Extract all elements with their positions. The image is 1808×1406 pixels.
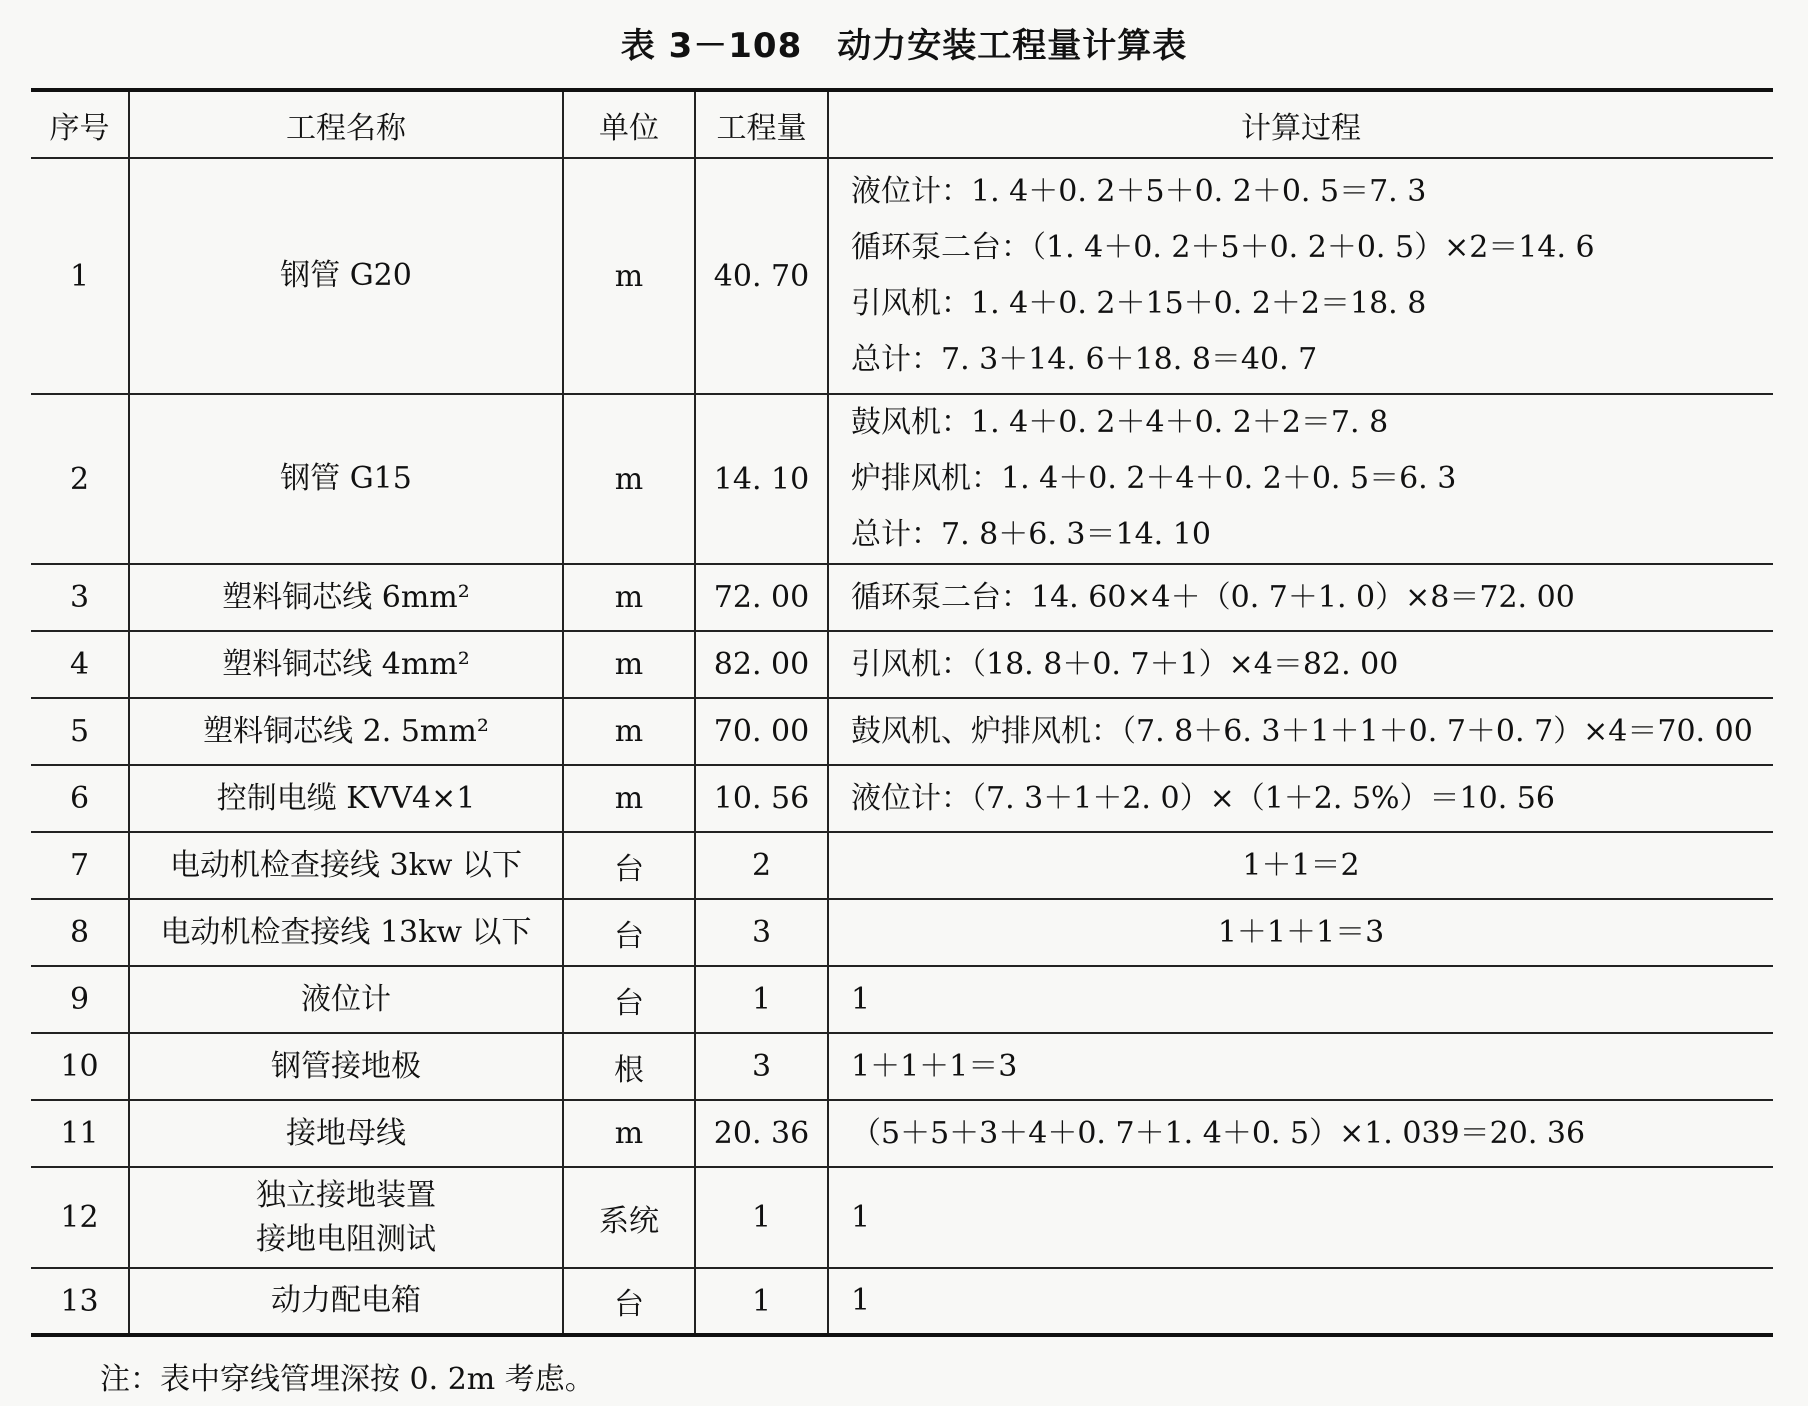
cell-calculation [828,158,1773,394]
cell-no: 6 [31,765,129,832]
cell-name [129,765,563,832]
cell-no: 8 [31,899,129,966]
table-row [31,765,1773,832]
table-row [31,966,1773,1033]
table-row [31,631,1773,698]
cell-name [129,899,563,966]
calculation-line: 1 [851,981,871,1017]
cell-unit: 台 [563,899,695,966]
cell-quantity: 3 [695,1033,828,1100]
cell-calculation [828,832,1773,899]
cell-no: 5 [31,698,129,765]
cell-name [129,1167,563,1268]
cell-unit: m [563,394,695,564]
table-row [31,158,1773,394]
cell-unit: 台 [563,966,695,1033]
cell-unit: m [563,698,695,765]
cell-name [129,1268,563,1335]
cell-calculation [828,1167,1773,1268]
header-unit: 单位 [563,90,695,158]
cell-calculation [828,698,1773,765]
cell-no: 4 [31,631,129,698]
cell-no: 10 [31,1033,129,1100]
cell-quantity: 3 [695,899,828,966]
calculation-line: 1 [851,1199,871,1235]
calculation-line: 总计：7. 8＋6. 3＝14. 10 [851,517,1211,552]
cell-quantity: 1 [695,1268,828,1335]
cell-unit: m [563,765,695,832]
table-header-row [31,90,1773,158]
cell-unit: 台 [563,1268,695,1335]
calculation-line: 液位计：（7. 3＋1＋2. 0）×（1＋2. 5%）＝10. 56 [851,780,1555,816]
cell-quantity: 1 [695,966,828,1033]
header-name: 工程名称 [129,90,563,158]
cell-name [129,631,563,698]
calculation-line: 1 [851,1283,871,1318]
cell-no: 2 [31,394,129,564]
cell-no: 13 [31,1268,129,1335]
name-line: 独立接地装置 [256,1177,436,1213]
table-note: 注：表中穿线管埋深按 0. 2m 考虑。 [100,1362,595,1397]
table-row [31,832,1773,899]
cell-name [129,1033,563,1100]
cell-quantity: 10. 56 [695,765,828,832]
cell-unit: 系统 [563,1167,695,1268]
name-line: 塑料铜芯线 6mm² [222,579,470,615]
cell-name [129,698,563,765]
calculation-line: （5＋5＋3＋4＋0. 7＋1. 4＋0. 5）×1. 039＝20. 36 [851,1115,1586,1151]
table-row [31,1100,1773,1167]
cell-calculation [828,631,1773,698]
name-line: 接地母线 [286,1115,406,1151]
cell-no: 3 [31,564,129,631]
name-line: 钢管接地极 [271,1048,421,1084]
calculation-line: 1＋1＋1＝3 [851,1048,1018,1084]
table-row [31,899,1773,966]
cell-calculation [828,1100,1773,1167]
calculation-line: 液位计：1. 4＋0. 2＋5＋0. 2＋0. 5＝7. 3 [851,174,1427,209]
calculation-line: 1＋1＝2 [1242,847,1360,883]
name-line: 钢管 G20 [280,258,412,293]
name-line: 控制电缆 KVV4×1 [216,780,476,816]
calculation-line: 1＋1＋1＝3 [1217,914,1385,950]
table-row [31,698,1773,765]
cell-quantity: 40. 70 [695,158,828,394]
calculation-line: 引风机：1. 4＋0. 2＋15＋0. 2＋2＝18. 8 [851,286,1427,321]
cell-calculation [828,966,1773,1033]
cell-unit: m [563,631,695,698]
cell-quantity: 70. 00 [695,698,828,765]
cell-name [129,1100,563,1167]
cell-quantity: 1 [695,1167,828,1268]
name-line: 动力配电箱 [271,1283,421,1318]
name-line: 钢管 G15 [280,461,412,496]
table-row [31,1167,1773,1268]
cell-name [129,394,563,564]
name-line: 塑料铜芯线 4mm² [222,646,470,682]
calculation-line: 炉排风机：1. 4＋0. 2＋4＋0. 2＋0. 5＝6. 3 [851,461,1457,496]
calculation-line: 鼓风机：1. 4＋0. 2＋4＋0. 2＋2＝7. 8 [851,405,1389,440]
name-line: 电动机检查接线 13kw 以下 [160,914,532,950]
calculation-line: 总计：7. 3＋14. 6＋18. 8＝40. 7 [851,342,1318,377]
cell-quantity: 20. 36 [695,1100,828,1167]
calculation-line: 循环泵二台：14. 60×4＋（0. 7＋1. 0）×8＝72. 00 [851,579,1575,615]
cell-no: 9 [31,966,129,1033]
cell-unit: m [563,158,695,394]
cell-no: 12 [31,1167,129,1268]
table-row [31,394,1773,564]
header-quantity: 工程量 [695,90,828,158]
cell-no: 1 [31,158,129,394]
table-title: 表 3－108 动力安装工程量计算表 [620,26,1188,66]
cell-calculation [828,1033,1773,1100]
table-row [31,564,1773,631]
cell-quantity: 14. 10 [695,394,828,564]
cell-unit: 台 [563,832,695,899]
cell-calculation [828,564,1773,631]
cell-name [129,832,563,899]
cell-calculation [828,899,1773,966]
cell-name [129,966,563,1033]
table-row [31,1268,1773,1335]
cell-unit: 根 [563,1033,695,1100]
cell-name [129,158,563,394]
name-line: 液位计 [301,981,391,1017]
table-body [31,158,1773,1335]
cell-unit: m [563,564,695,631]
name-line: 电动机检查接线 3kw 以下 [169,847,523,883]
name-line: 塑料铜芯线 2. 5mm² [203,713,489,749]
cell-calculation [828,394,1773,564]
calculation-line: 循环泵二台：（1. 4＋0. 2＋5＋0. 2＋0. 5）×2＝14. 6 [851,230,1595,265]
cell-unit: m [563,1100,695,1167]
calculation-line: 引风机：（18. 8＋0. 7＋1）×4＝82. 00 [851,646,1399,682]
cell-calculation [828,765,1773,832]
cell-quantity: 2 [695,832,828,899]
calculation-line: 鼓风机、炉排风机：（7. 8＋6. 3＋1＋1＋0. 7＋0. 7）×4＝70. 00 [851,713,1753,749]
cell-no: 7 [31,832,129,899]
table-row [31,1033,1773,1100]
cell-quantity: 72. 00 [695,564,828,631]
header-calculation: 计算过程 [828,90,1773,158]
name-line: 接地电阻测试 [256,1221,436,1257]
cell-calculation [828,1268,1773,1335]
cell-quantity: 82. 00 [695,631,828,698]
cell-name [129,564,563,631]
header-no: 序号 [31,90,129,158]
calculation-table [31,88,1773,1337]
cell-no: 11 [31,1100,129,1167]
